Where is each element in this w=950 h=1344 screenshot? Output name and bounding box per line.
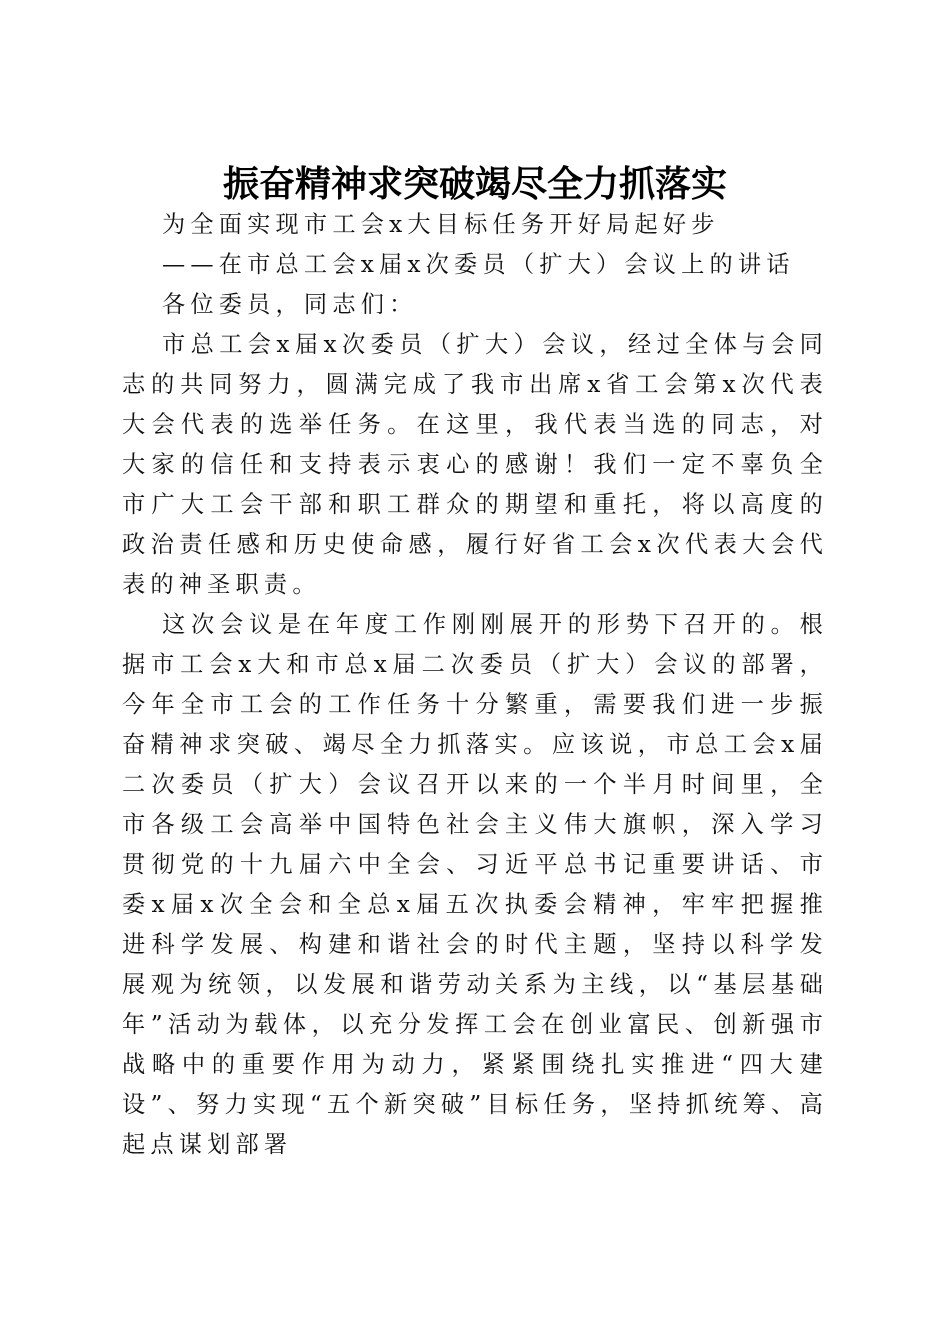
- paragraph: 市总工会x届x次委员（扩大）会议，经过全体与会同志的共同努力，圆满完成了我市出席x省工会第x次代表大会代表的选举任务。在这里，我代表当选的同志，对大家的信任和支持表示衷心的感谢！我们一定不辜负全市广大工会干部和职工群众的期望和重托，将以高度的政治责任感和历史使命感，履行好省工会x次代表大会代表的神圣职责。: [122, 331, 828, 598]
- paragraph: 这次会议是在年度工作刚刚展开的形势下召开的。根据市工会x大和市总x届二次委员（扩大）会议的部署，今年全市工会的工作任务十分繁重，需要我们进一步振奋精神求突破、竭尽全力抓落实。应该说，市总工会x届二次委员（扩大）会议召开以来的一个半月时间里，全市各级工会高举中国特色社会主义伟大旗帜，深入学习贯彻党的十九届六中全会、习近平总书记重要讲话、市委x届x次全会和全总x届五次执委会精神，牢牢把握推进科学发展、构建和谐社会的时代主题，坚持以科学发展观为统领，以发展和谐劳动关系为主线，以“基层基础年”活动为载体，以充分发挥工会在创业富民、创新强市战略中的重要作用为动力，紧紧围绕扎实推进“四大建设”、努力实现“五个新突破”目标任务，坚持抓统筹、高起点谋划部署: [122, 611, 828, 1158]
- subtitle-line-1: 为全面实现市工会x大目标任务开好局起好步: [162, 211, 720, 238]
- salutation: 各位委员，同志们：: [162, 291, 418, 318]
- subtitle-line-2: ——在市总工会x届x次委员（扩大）会议上的讲话: [162, 251, 795, 278]
- document-body: [122, 205, 828, 1165]
- document-title: 振奋精神求突破竭尽全力抓落实: [222, 163, 727, 206]
